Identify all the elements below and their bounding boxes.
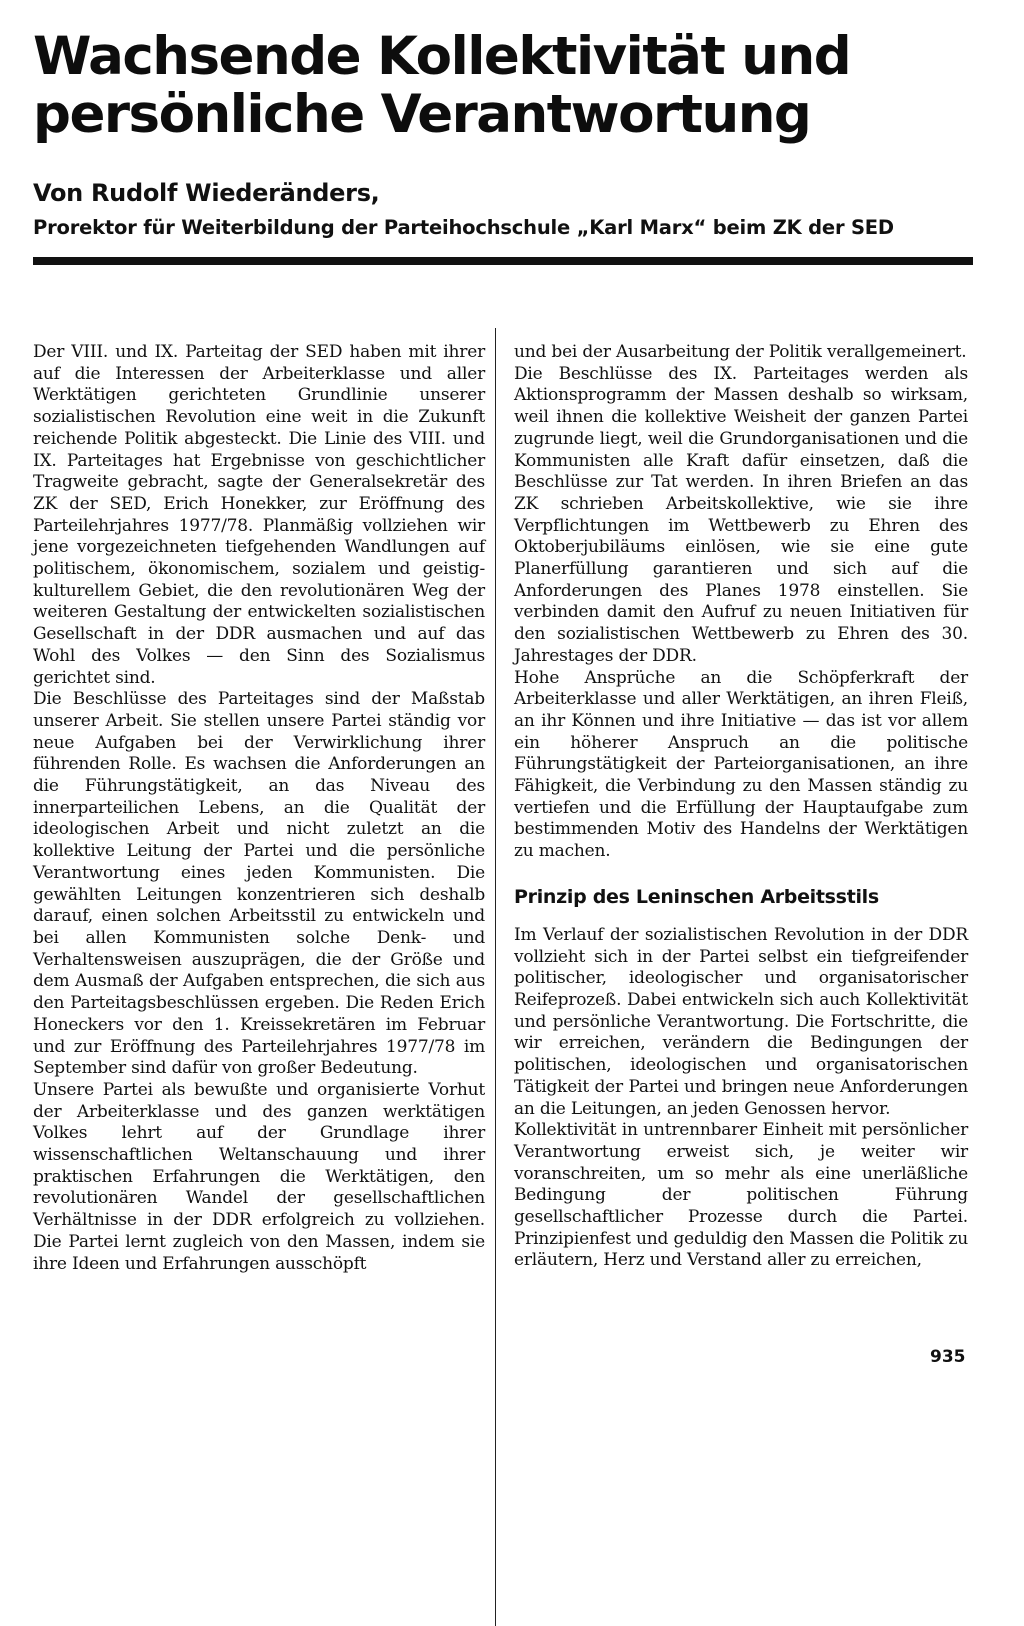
paragraph: Kollektivität in untrennbarer Einheit mit persönlicher Verantwortung erweist sich, je weiter wir voranschreiten, um so mehr als eine unerläßliche Bedingung der politischen Führung gesellschaftlicher Prozesse durch die Partei. Prinzipienfest und geduldig den Massen die Politik zu erläutern, Herz und Verstand aller zu erreichen,: [514, 1120, 968, 1271]
paragraph: Die Beschlüsse des IX. Parteitages werden als Aktionsprogramm der Massen deshalb so wirksam, weil ihnen die kollektive Weisheit der ganzen Partei zugrunde liegt, weil die Grundorganisationen und die Kommunisten alle Kraft dafür einsetzen, daß die Beschlüsse zur Tat werden. In ihren Briefen an das ZK schrieben Arbeitskollektive, wie sie ihre Verpflichtungen im Wettbewerb zu Ehren des Oktoberjubiläums einlösen, wie sie eine gute Planerfüllung garantieren und sich auf die Anforderungen des Planes 1978 einstellen. Sie verbinden damit den Aufruf zu neuen Initiativen für den sozialistischen Wettbewerb zu Ehren des 30. Jahrestages der DDR.: [514, 363, 968, 666]
right-column: [514, 342, 968, 1272]
article-title: [33, 28, 993, 144]
paragraph: Im Verlauf der sozialistischen Revolution in der DDR vollzieht sich in der Partei selbst ein tiefgreifender politischer, ideologischer und organisatorischer Reifeprozeß. Dabei entwickeln sich auch Kollektivität und persönliche Verantwortung. Die Fortschritte, die wir erreichen, verändern die Bedingungen der politischen, ideologischen und organisatorischen Tätigkeit der Partei und bringen neue Anforderungen an die Leitungen, an jeden Genossen hervor.: [514, 924, 968, 1119]
paragraph: Der VIII. und IX. Parteitag der SED haben mit ihrer auf die Interessen der Arbeiterklasse und aller Werktätigen gerichteten Grundlinie unserer sozialistischen Revolution eine weit in die Zukunft reichende Politik abgesteckt. Die Linie des VIII. und IX. Parteitages hat Ergebnisse von geschichtlicher Tragweite gebracht, sagte der Generalsekretär des ZK der SED, Erich Honekker, zur Eröffnung des Parteilehrjahres 1977/78. Planmäßig vollziehen wir jene vorgezeichneten tiefgehenden Wandlungen auf politischem, ökonomischem, sozialem und geistig-kulturellem Gebiet, die den revolutionären Weg der weiteren Gestaltung der entwickelten sozialistischen Gesellschaft in der DDR ausmachen und auf das Wohl des Volkes — den Sinn des Sozialismus gerichtet sind.: [33, 342, 485, 688]
header-rule: [33, 257, 973, 265]
paragraph: Hohe Ansprüche an die Schöpferkraft der Arbeiterklasse und aller Werktätigen, an ihren Fleiß, an ihr Können und ihre Initiative — das ist vor allem ein höherer Anspruch an die politische Führungstätigkeit der Parteiorganisationen, an ihre Fähigkeit, die Verbindung zu den Massen ständig zu vertiefen und die Erfüllung der Hauptaufgabe zum bestimmenden Motiv des Handelns der Werktätigen zu machen.: [514, 667, 968, 862]
author-affiliation: Prorektor für Weiterbildung der Parteihochschule „Karl Marx“ beim ZK der SED: [33, 216, 894, 239]
section-subheading: Prinzip des Leninschen Arbeitsstils: [514, 885, 879, 908]
page-number: 935: [930, 1347, 966, 1367]
article-title-line-1: Wachsende Kollektivität und: [33, 26, 851, 87]
left-column: [33, 342, 485, 1275]
column-divider: [495, 328, 496, 1626]
paragraph: und bei der Ausarbeitung der Politik verallgemeinert.: [514, 342, 967, 362]
paragraph: Unsere Partei als bewußte und organisierte Vorhut der Arbeiterklasse und des ganzen werktätigen Volkes lehrt auf der Grundlage ihrer wissenschaftlichen Weltanschauung und ihrer praktischen Erfahrungen die Werktätigen, den revolutionären Wandel der gesellschaftlichen Verhältnisse in der DDR erfolgreich zu vollziehen. Die Partei lernt zugleich von den Massen, indem sie ihre Ideen und Erfahrungen ausschöpft: [33, 1079, 485, 1274]
paragraph: Die Beschlüsse des Parteitages sind der Maßstab unserer Arbeit. Sie stellen unsere Partei ständig vor neue Aufgaben bei der Verwirklichung ihrer führenden Rolle. Es wachsen die Anforderungen an die Führungstätigkeit, an das Niveau des innerparteilichen Lebens, an die Qualität der ideologischen Arbeit und nicht zuletzt an die kollektive Leitung der Partei und die persönliche Verantwortung eines jeden Kommunisten. Die gewählten Leitungen konzentrieren sich deshalb darauf, einen solchen Arbeitsstil zu entwickeln und bei allen Kommunisten solche Denk- und Verhaltensweisen auszuprägen, die der Größe und dem Ausmaß der Aufgaben entsprechen, die sich aus den Parteitagsbeschlüssen ergeben. Die Reden Erich Honeckers vor den 1. Kreissekretären im Februar und zur Eröffnung des Parteilehrjahres 1977/78 im September sind dafür von großer Bedeutung.: [33, 689, 485, 1079]
article-title-line-2: persönliche Verantwortung: [33, 84, 811, 145]
author-byline: Von Rudolf Wiederänders,: [33, 179, 380, 207]
